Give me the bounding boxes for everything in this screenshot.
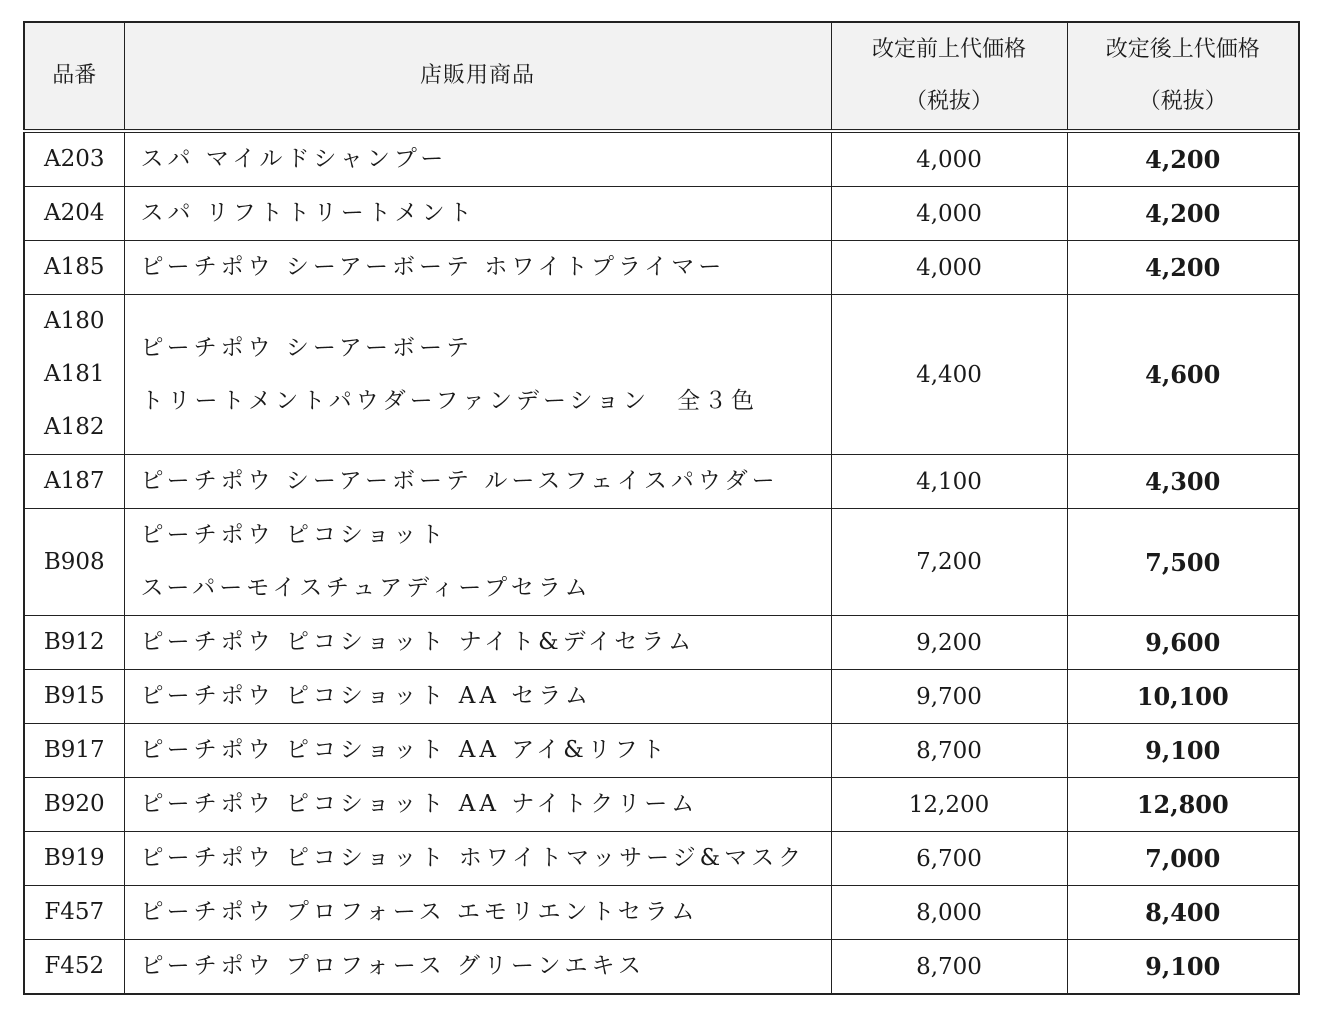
product-code — [24, 670, 124, 724]
product-code-value: F452 — [44, 953, 105, 979]
product-code-value: A203 — [43, 146, 105, 172]
product-name-line: スパ リフトトリートメント — [140, 200, 476, 226]
product-code — [24, 940, 124, 995]
header-row — [24, 22, 1299, 131]
price-after: 4,300 — [1067, 455, 1299, 509]
product-code-value: B917 — [43, 737, 105, 763]
product-code-value: A180 — [43, 308, 105, 334]
product-name-line: ピーチポウ ピコショット ホワイトマッサージ&マスク — [140, 845, 806, 871]
price-after: 7,000 — [1067, 832, 1299, 886]
product-name-line: ピーチポウ シーアーボーテ ホワイトプライマー — [140, 254, 726, 280]
product-code-value: A181 — [43, 361, 105, 387]
product-code — [24, 832, 124, 886]
product-code — [24, 616, 124, 670]
header-code: 品番 — [24, 22, 124, 131]
price-after: 8,400 — [1067, 886, 1299, 940]
price-before: 9,700 — [831, 670, 1067, 724]
price-before: 8,700 — [831, 724, 1067, 778]
product-name — [124, 832, 831, 886]
price-after: 9,100 — [1067, 724, 1299, 778]
product-code-value: B912 — [43, 629, 105, 655]
price-after: 4,200 — [1067, 241, 1299, 295]
product-name — [124, 778, 831, 832]
header-price-before-line: 改定前上代価格 — [871, 37, 1026, 62]
table-row — [24, 187, 1299, 241]
product-name-line: ピーチポウ プロフォース エモリエントセラム — [140, 899, 699, 925]
table-row — [24, 295, 1299, 455]
table-row — [24, 832, 1299, 886]
product-code-value: F457 — [44, 899, 105, 925]
product-code — [24, 724, 124, 778]
product-name-line: ピーチポウ ピコショット — [140, 522, 448, 548]
header-price-before — [831, 22, 1067, 131]
table-row — [24, 131, 1299, 187]
product-name — [124, 886, 831, 940]
table-header — [24, 22, 1299, 131]
product-name — [124, 724, 831, 778]
product-name-line: スーパーモイスチュアディープセラム — [140, 575, 592, 601]
product-name — [124, 940, 831, 995]
product-code — [24, 131, 124, 187]
product-name-line: ピーチポウ ピコショット AA アイ&リフト — [140, 737, 669, 763]
product-name — [124, 295, 831, 455]
price-before: 4,000 — [831, 131, 1067, 187]
product-code — [24, 187, 124, 241]
product-code — [24, 455, 124, 509]
header-price-after-line: 改定後上代価格 — [1105, 37, 1260, 62]
price-after: 4,200 — [1067, 131, 1299, 187]
price-after: 10,100 — [1067, 670, 1299, 724]
product-code — [24, 509, 124, 616]
product-code — [24, 886, 124, 940]
product-name — [124, 616, 831, 670]
price-before: 12,200 — [831, 778, 1067, 832]
price-before: 6,700 — [831, 832, 1067, 886]
product-name-line: トリートメントパウダーファンデーション 全３色 — [140, 387, 759, 414]
product-code-value: B915 — [43, 683, 105, 709]
product-name-line: スパ マイルドシャンプー — [140, 146, 448, 172]
product-code — [24, 295, 124, 455]
product-name — [124, 455, 831, 509]
product-name-line: ピーチポウ ピコショット AA ナイトクリーム — [140, 791, 699, 817]
product-name — [124, 241, 831, 295]
header-product-name: 店販用商品 — [124, 22, 831, 131]
price-after: 9,100 — [1067, 940, 1299, 995]
product-code — [24, 241, 124, 295]
price-before: 4,000 — [831, 187, 1067, 241]
table-row — [24, 886, 1299, 940]
product-name-line: ピーチポウ プロフォース グリーンエキス — [140, 953, 645, 979]
price-after: 12,800 — [1067, 778, 1299, 832]
product-name — [124, 670, 831, 724]
price-after: 4,200 — [1067, 187, 1299, 241]
table-row — [24, 778, 1299, 832]
product-name — [124, 509, 831, 616]
table-row — [24, 724, 1299, 778]
product-name — [124, 187, 831, 241]
product-code — [24, 778, 124, 832]
header-price-before-note: （税抜） — [904, 89, 993, 114]
table-row — [24, 241, 1299, 295]
price-after: 7,500 — [1067, 509, 1299, 616]
product-code-value: B908 — [43, 548, 105, 575]
price-before: 4,100 — [831, 455, 1067, 509]
product-code-value: A204 — [43, 200, 105, 226]
price-after: 9,600 — [1067, 616, 1299, 670]
price-after: 4,600 — [1067, 295, 1299, 455]
price-revision-table — [23, 21, 1300, 995]
table-row — [24, 940, 1299, 995]
product-name-line: ピーチポウ シーアーボーテ — [140, 334, 474, 361]
table-body — [24, 131, 1299, 994]
product-code-value: B920 — [43, 791, 105, 817]
table-row — [24, 509, 1299, 616]
price-before: 4,400 — [831, 295, 1067, 455]
price-before: 8,700 — [831, 940, 1067, 995]
table-row — [24, 616, 1299, 670]
product-name — [124, 131, 831, 187]
product-name-line: ピーチポウ ピコショット ナイト&デイセラム — [140, 629, 696, 655]
table-row — [24, 670, 1299, 724]
price-before: 8,000 — [831, 886, 1067, 940]
product-code-value: A185 — [43, 254, 105, 280]
product-code-value: B919 — [43, 845, 105, 871]
product-code-value: A187 — [43, 468, 105, 494]
table-row — [24, 455, 1299, 509]
product-name-line: ピーチポウ ピコショット AA セラム — [140, 683, 593, 709]
header-price-after-note: （税抜） — [1138, 89, 1227, 114]
price-before: 9,200 — [831, 616, 1067, 670]
product-code-value: A182 — [43, 414, 105, 440]
price-before: 7,200 — [831, 509, 1067, 616]
product-name-line: ピーチポウ シーアーボーテ ルースフェイスパウダー — [140, 468, 779, 494]
header-price-after — [1067, 22, 1299, 131]
price-before: 4,000 — [831, 241, 1067, 295]
